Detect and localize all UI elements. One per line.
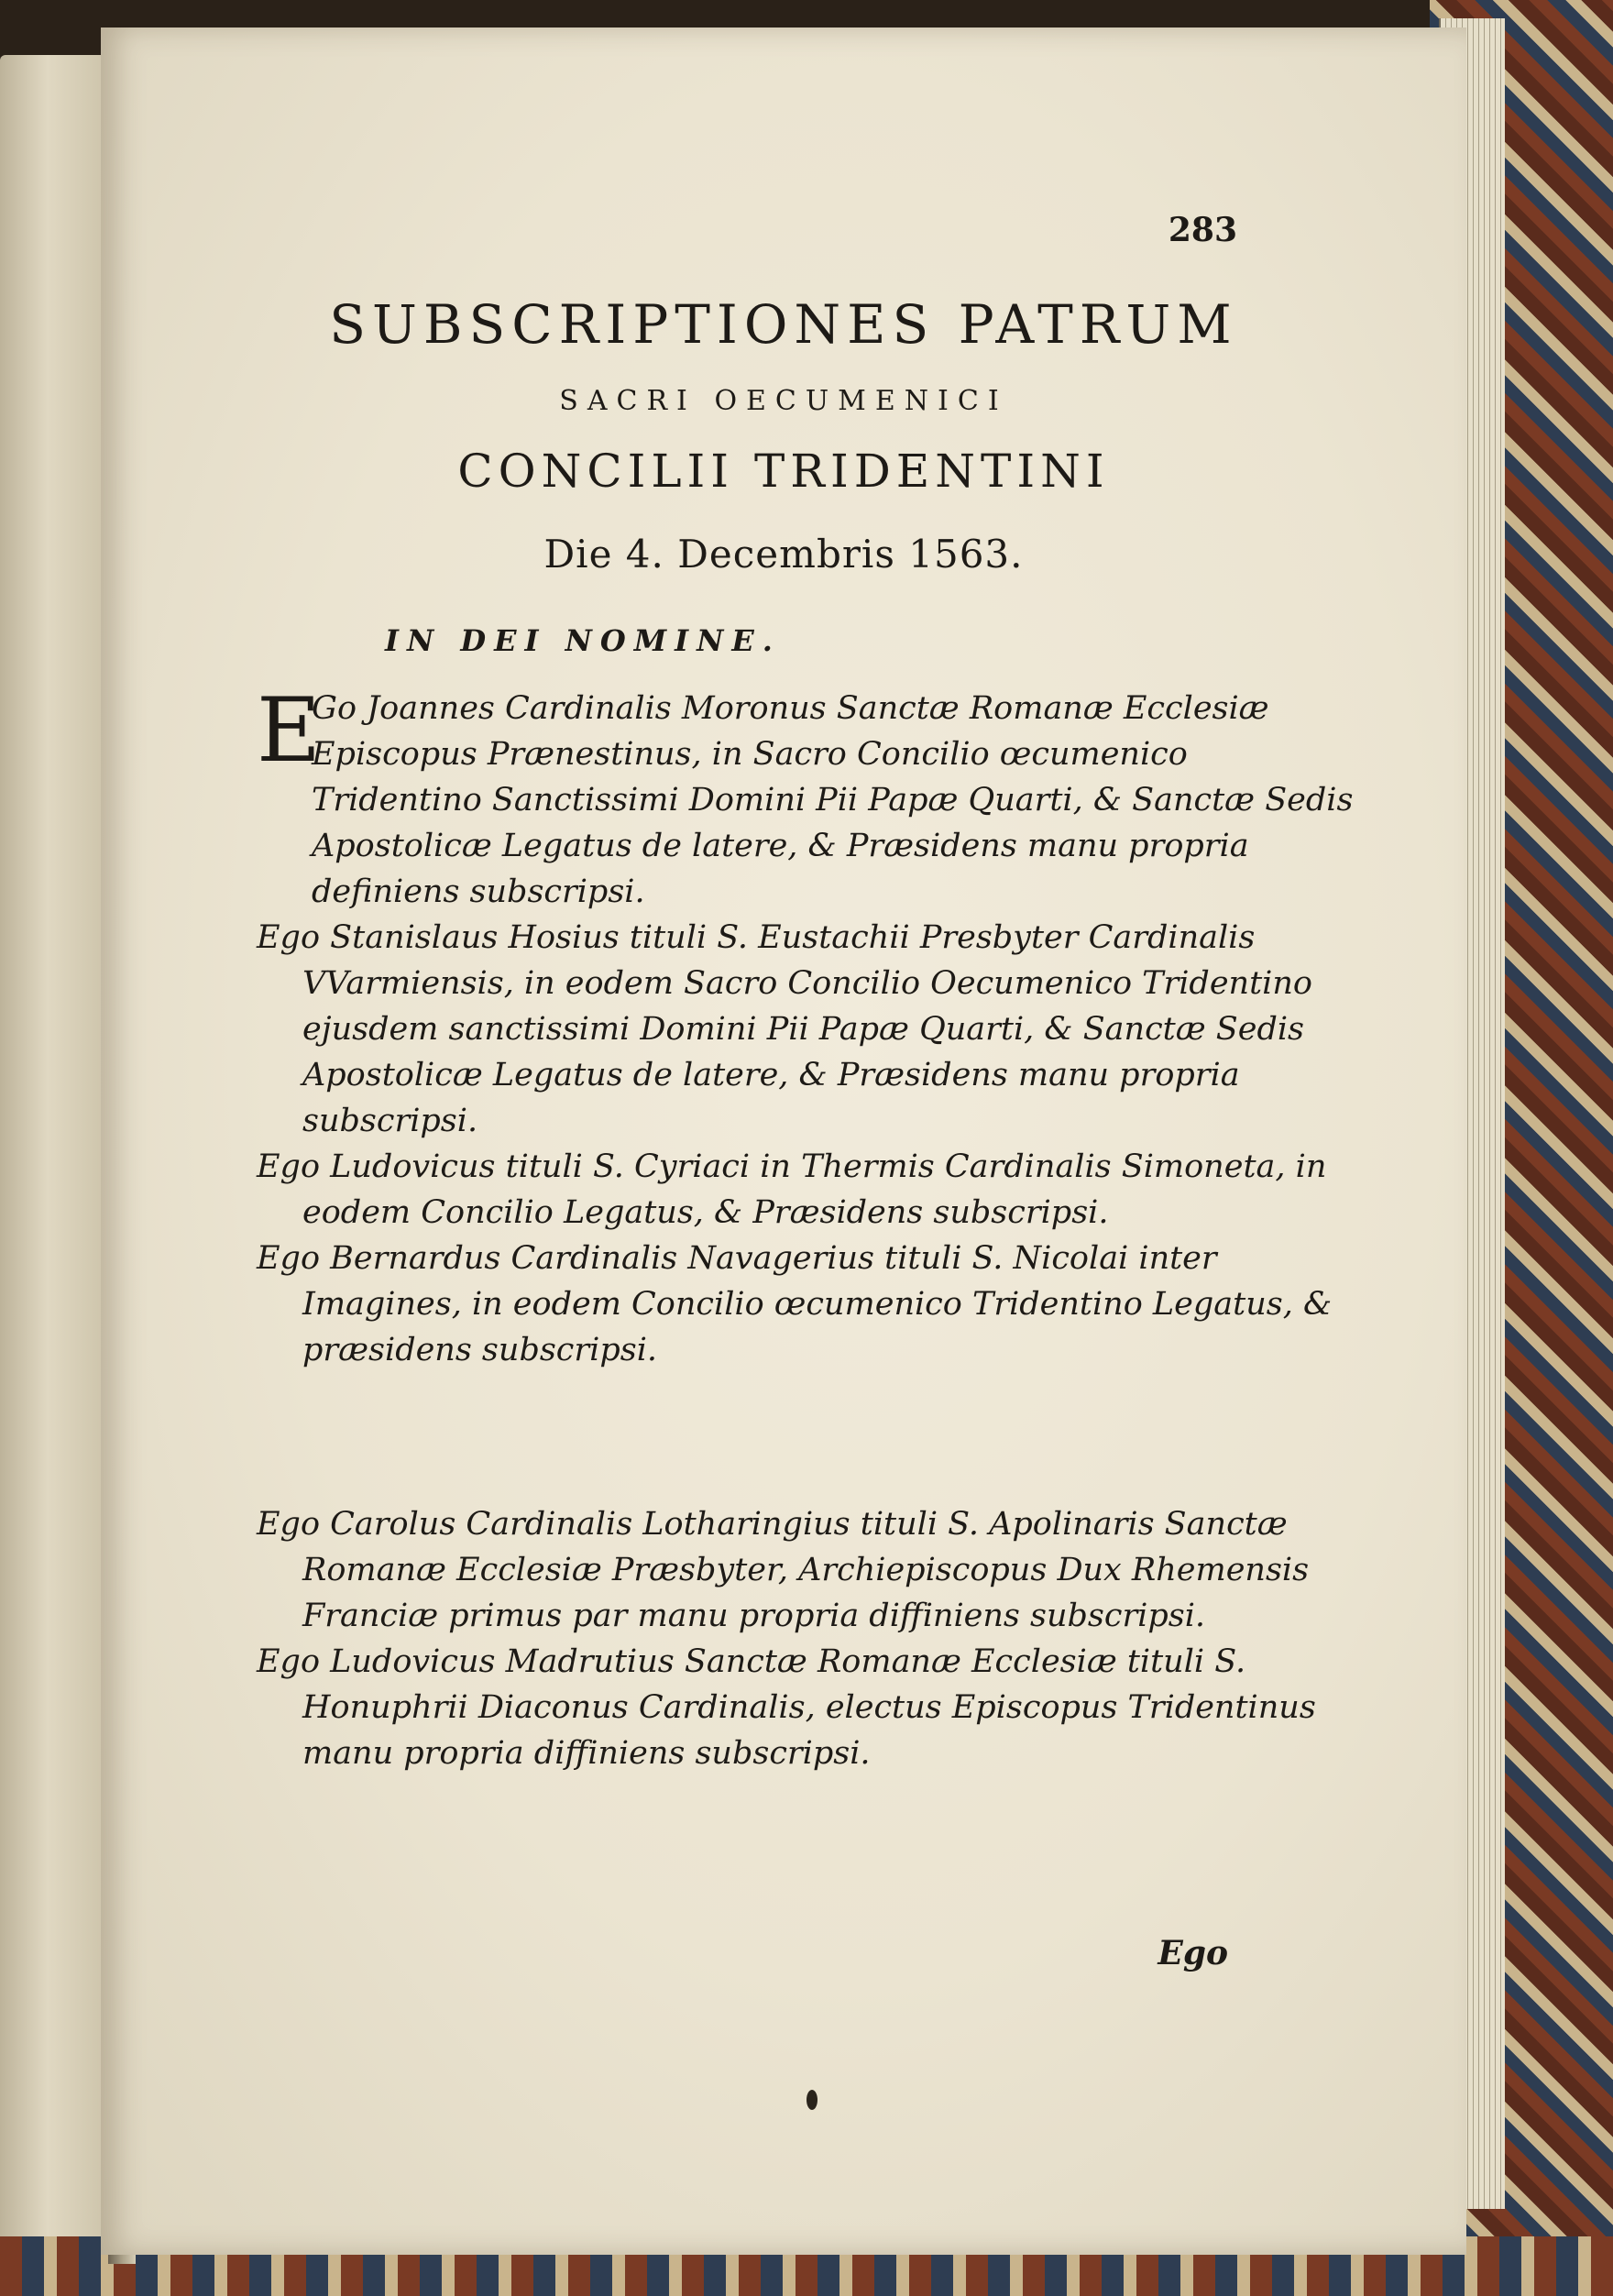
signature-entry-lotharingius: Ego Carolus Cardinalis Lotharingius tituli S. Apolinaris Sanctæ Romanæ Ecclesiæ Præsbyter, Archiepiscopus Dux Rhemensis Franciæ primus par manu propria diffiniens subscripsi. [257,1506,1310,1634]
date-line: Die 4. Decembris 1563. [543,532,1024,577]
signature-entry-madrutius: Ego Ludovicus Madrutius Sanctæ Romanæ Ecclesiæ tituli S. Honuphrii Diaconus Cardinalis, electus Episcopus Tridentinus manu propria diffiniens subscripsi. [257,1643,1316,1772]
invocation-heading: IN DEI NOMINE. [385,623,781,658]
ornament-mark [806,2090,817,2110]
signature-entry-hosius: Ego Stanislaus Hosius tituli S. Eustachii Presbyter Cardinalis VVarmiensis, in eodem Sacro Concilio Oecumenico Tridentino ejusdem sanctissimi Domini Pii Papæ Quarti, & Sanctæ Sedis Apostolicæ Legatus de latere, & Præsidens manu propria subscripsi. [257,919,1312,1139]
catchword: Ego [1158,1934,1228,1972]
title-line-2: SACRI OECUMENICI [559,385,1008,417]
title-line-3: CONCILII TRIDENTINI [457,445,1110,498]
signature-entry-navagerius: Ego Bernardus Cardinalis Navagerius tituli S. Nicolai inter Imagines, in eodem Concilio œcumenico Tridentino Legatus, & præsidens subscripsi. [257,1240,1333,1368]
page-number: 283 [1168,211,1237,249]
signature-entry-simoneta: Ego Ludovicus tituli S. Cyriaci in Thermis Cardinalis Simoneta, in eodem Concilio Legatus, & Præsidens subscripsi. [257,1148,1327,1231]
signature-text: Go Joannes Cardinalis Moronus Sanctæ Romanæ Ecclesiæ Episcopus Prænestinus, in Sacro Concilio œcumenico Tridentino Sanctissimi Domini Pii Papæ Quarti, & Sanctæ Sedis Apostolicæ Legatus de latere, & Præsidens manu propria definiens subscripsi. [312,690,1354,910]
signatures-first-group [257,679,1356,1373]
drop-cap: E [257,679,322,782]
title-line-1: SUBSCRIPTIONES PATRUM [329,293,1238,356]
signatures-second-group [257,1501,1356,1776]
book-page [101,27,1466,2255]
signature-entry-moronus [257,679,1356,915]
